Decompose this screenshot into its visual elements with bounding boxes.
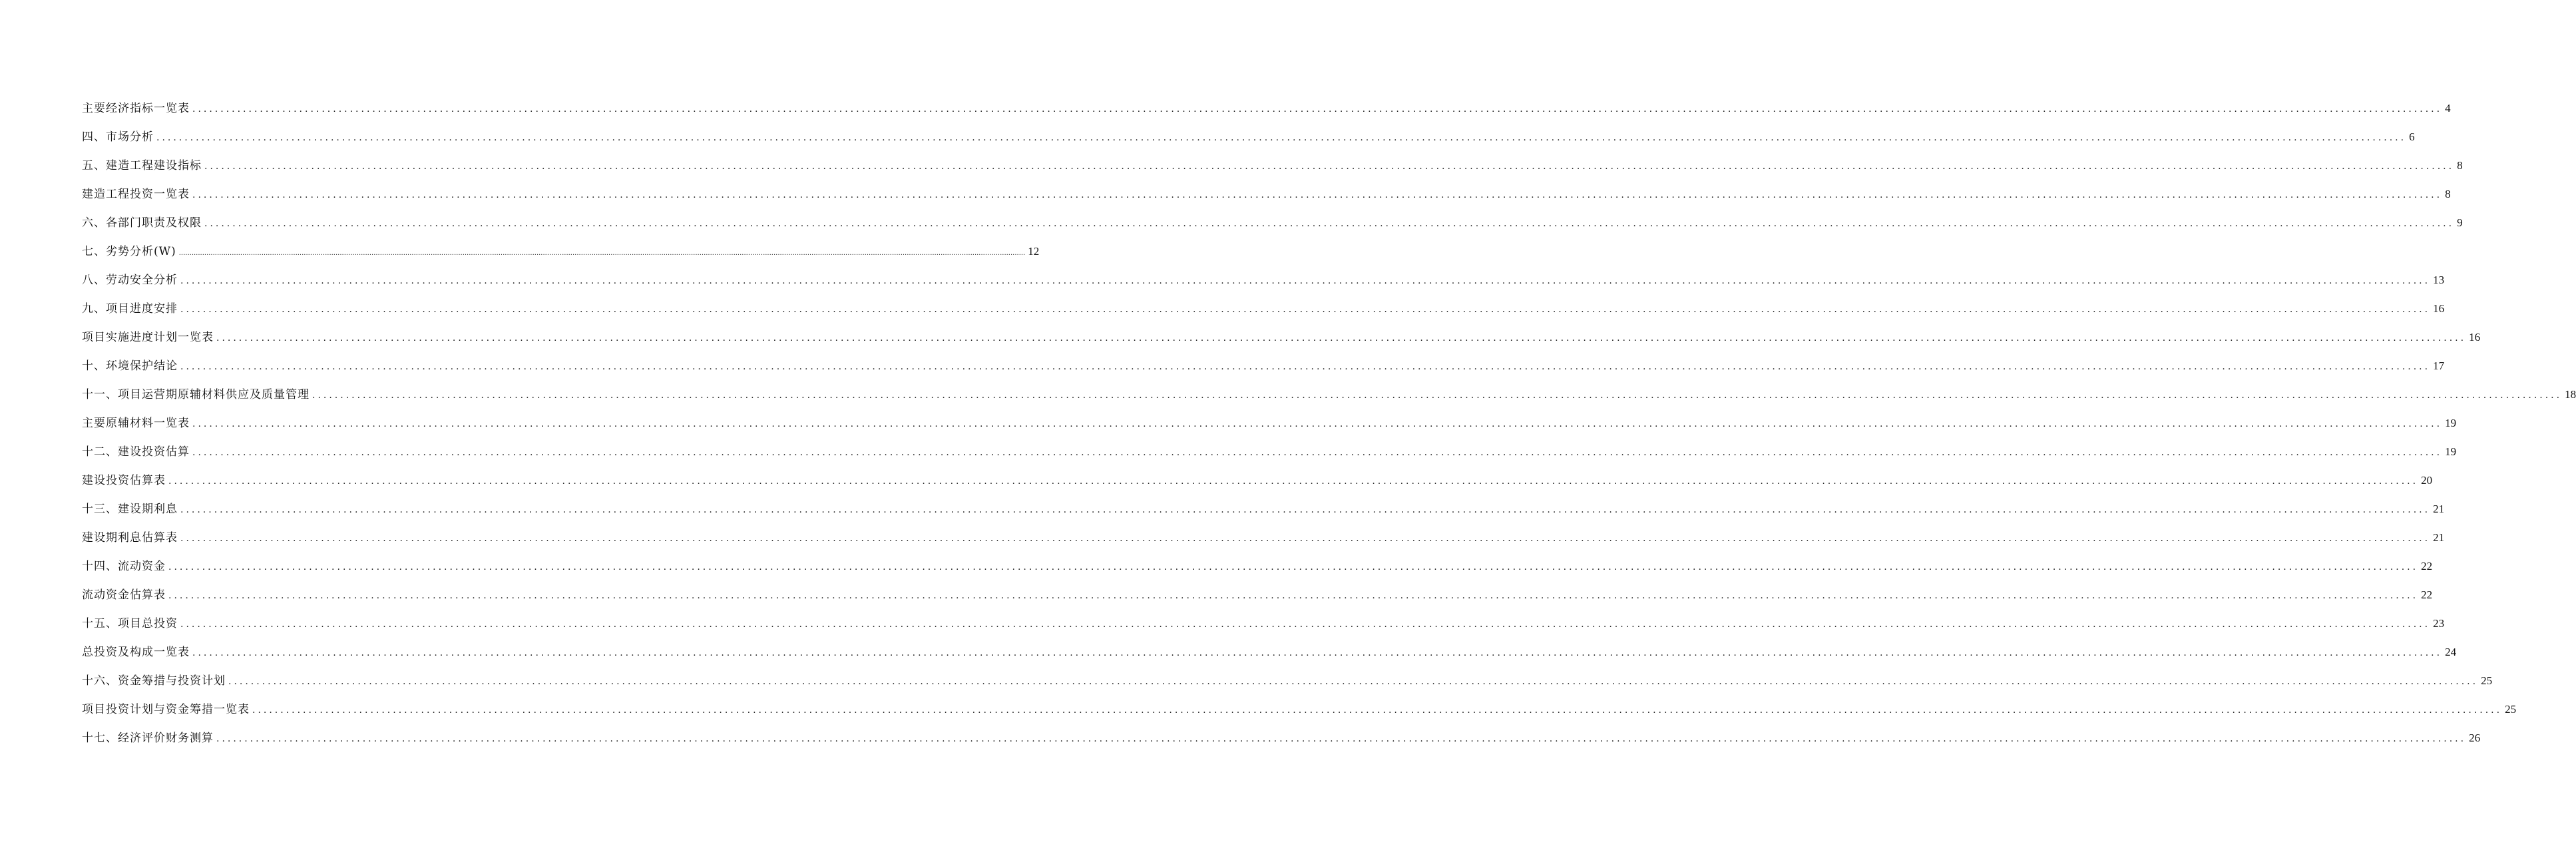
toc-entry-title: 十三、建设期利息 — [82, 503, 178, 516]
toc-dot-leader: ................................................................................................................................................................................................................................................................................................................................................................................................................ — [192, 648, 2443, 658]
toc-entry[interactable] — [82, 380, 2576, 409]
toc-entry-page: 21 — [2433, 503, 2445, 515]
toc-dot-leader: ................................................................................................................................................................................................................................................................................................................................................................................................................ — [192, 419, 2443, 429]
toc-entry-page: 22 — [2421, 560, 2433, 572]
toc-entry-page: 25 — [2505, 703, 2517, 716]
toc-entry[interactable] — [82, 437, 2457, 466]
toc-entry[interactable] — [82, 724, 2481, 752]
toc-entry-title: 十、环境保护结论 — [82, 359, 178, 373]
toc-entry[interactable] — [82, 351, 2445, 380]
toc-entry-page: 8 — [2457, 159, 2463, 172]
toc-entry-page: 19 — [2445, 445, 2457, 458]
toc-entry-title: 四、市场分析 — [82, 130, 154, 144]
toc-dot-leader: ................................................................................................................................................................................................................................................................................................................................................................................................................ — [180, 304, 2431, 315]
toc-entry-title: 主要原辅材料一览表 — [82, 417, 190, 430]
toc-entry[interactable] — [82, 523, 2445, 552]
toc-dot-leader: ................................................................................................................................................................................................................................................................................................................................................................................................................ — [168, 562, 2419, 572]
toc-entry[interactable] — [82, 323, 2481, 351]
toc-entry[interactable] — [82, 94, 2451, 122]
toc-entry-title: 十二、建设投资估算 — [82, 445, 190, 459]
toc-entry-title: 项目实施进度计划一览表 — [82, 331, 214, 344]
toc-entry[interactable] — [82, 638, 2457, 666]
toc-entry-title: 项目投资计划与资金筹措一览表 — [82, 703, 250, 716]
toc-entry-title: 建设期利息估算表 — [82, 531, 178, 544]
toc-entry-page: 25 — [2481, 674, 2493, 687]
toc-entry[interactable] — [82, 409, 2457, 437]
toc-entry-page: 22 — [2421, 588, 2433, 601]
toc-entry-page: 20 — [2421, 474, 2433, 487]
toc-entry-page: 24 — [2445, 646, 2457, 658]
toc-entry-page: 16 — [2469, 331, 2481, 343]
toc-dot-leader: ................................................................................................................................................................................................................................................................................................................................................................................................................ — [216, 333, 2467, 343]
toc-dot-leader: ................................................................................................................................................................................................................................................................................................................................................................................................................ — [252, 705, 2503, 716]
toc-entry-page: 19 — [2445, 417, 2457, 429]
toc-entry-page: 6 — [2409, 130, 2415, 143]
toc-entry-title: 建造工程投资一览表 — [82, 188, 190, 201]
toc-entry[interactable] — [82, 552, 2433, 580]
toc-entry[interactable] — [82, 266, 2445, 294]
toc-dot-leader: ................................................................................................................................................................................................................................................................................................................................................................................................................ — [192, 104, 2443, 114]
toc-entry[interactable] — [82, 180, 2451, 208]
toc-dot-leader: ................................................................................................................................................................................................................................................................................................................................................................................................................ — [180, 361, 2431, 372]
toc-entry[interactable] — [82, 609, 2445, 638]
toc-dot-leader: ................................................................................................................................................................................................................................................................................................................................................................................................................ — [180, 619, 2431, 630]
toc-entry-title: 十五、项目总投资 — [82, 617, 178, 630]
toc-entry[interactable] — [82, 237, 1040, 266]
toc-entry[interactable] — [82, 580, 2433, 609]
toc-entry-page: 9 — [2457, 216, 2463, 229]
toc-dot-leader: ................................................................................................................................................................................................................................................................................................................................................................................................................ — [228, 676, 2479, 687]
toc-dot-leader: ................................................................................................................................................................................................................................................................................................................................................................................................................ — [180, 505, 2431, 515]
toc-entry-page: 17 — [2433, 359, 2445, 372]
toc-entry-title: 建设投资估算表 — [82, 474, 166, 487]
toc-entry-title: 七、劣势分析(W) — [82, 245, 176, 258]
toc-entry[interactable] — [82, 695, 2517, 724]
toc-dot-leader: ................................................................................................................................................................................................................................................................................................................................................................................................................ — [204, 161, 2455, 172]
toc-entry[interactable] — [82, 294, 2445, 323]
toc-dot-leader: ................................................................................................................................................................................................................................................................................................................................................................................................................ — [180, 276, 2431, 286]
toc-entry[interactable] — [82, 466, 2433, 495]
toc-dot-leader: ................................................................................................................................................................................................................................................................................................................................................................................................................ — [312, 390, 2563, 401]
toc-entry-page: 23 — [2433, 617, 2445, 630]
toc-dot-leader: ................................................................................................................................................................................................................................................................................................................................................................................................................ — [192, 447, 2443, 458]
toc-entry-title: 六、各部门职责及权限 — [82, 216, 202, 230]
toc-dot-leader: ................................................................................................................................................................................................................................................................................................................................................................................................................ — [168, 590, 2419, 601]
toc-entry-page: 12 — [1028, 245, 1040, 258]
toc-dot-leader: ................................................................................................................................................................................................................................................................................................................................................................................................................ — [156, 132, 2407, 143]
toc-entry-page: 21 — [2433, 531, 2445, 544]
toc-entry-title: 流动资金估算表 — [82, 588, 166, 602]
toc-dot-leader: ................................................................................................................................................................................................................................................................................................................................................................................................................ — [204, 218, 2455, 229]
toc-entry-title: 十一、项目运营期原辅材料供应及质量管理 — [82, 388, 310, 401]
toc-entry[interactable] — [82, 495, 2445, 523]
toc-entry-title: 十七、经济评价财务测算 — [82, 732, 214, 745]
toc-entry[interactable] — [82, 666, 2493, 695]
toc-entry-title: 主要经济指标一览表 — [82, 102, 190, 115]
table-of-contents — [82, 94, 2576, 752]
toc-entry-page: 26 — [2469, 732, 2481, 744]
toc-entry-page: 13 — [2433, 274, 2445, 286]
toc-dot-leader: ................................................................................................................................................................................................................................................................................................................................................................................................................ — [168, 476, 2419, 487]
toc-entry-title: 八、劳动安全分析 — [82, 274, 178, 287]
toc-dot-leader: ................................................................................................................................................................................................................................................................................................................................................................................................................ — [180, 533, 2431, 544]
toc-entry-page: 16 — [2433, 302, 2445, 315]
toc-entry-page: 4 — [2445, 102, 2451, 114]
toc-entry-title: 十四、流动资金 — [82, 560, 166, 573]
toc-entry-title: 五、建造工程建设指标 — [82, 159, 202, 172]
toc-entry[interactable] — [82, 151, 2463, 180]
toc-dot-leader: ................................................................................................................................................................................................................................................................................................................................................................................................................ — [192, 190, 2443, 200]
toc-entry-page: 8 — [2445, 188, 2451, 200]
toc-dot-leader: ................................................................................................................................................................................................................................................................................................................................................................................................................ — [178, 250, 1026, 257]
toc-entry[interactable] — [82, 122, 2415, 151]
toc-entry-title: 总投资及构成一览表 — [82, 646, 190, 659]
toc-entry-page: 18 — [2565, 388, 2576, 401]
toc-entry-title: 十六、资金筹措与投资计划 — [82, 674, 226, 688]
toc-dot-leader: ................................................................................................................................................................................................................................................................................................................................................................................................................ — [216, 734, 2467, 744]
toc-entry[interactable] — [82, 208, 2463, 237]
toc-entry-title: 九、项目进度安排 — [82, 302, 178, 316]
